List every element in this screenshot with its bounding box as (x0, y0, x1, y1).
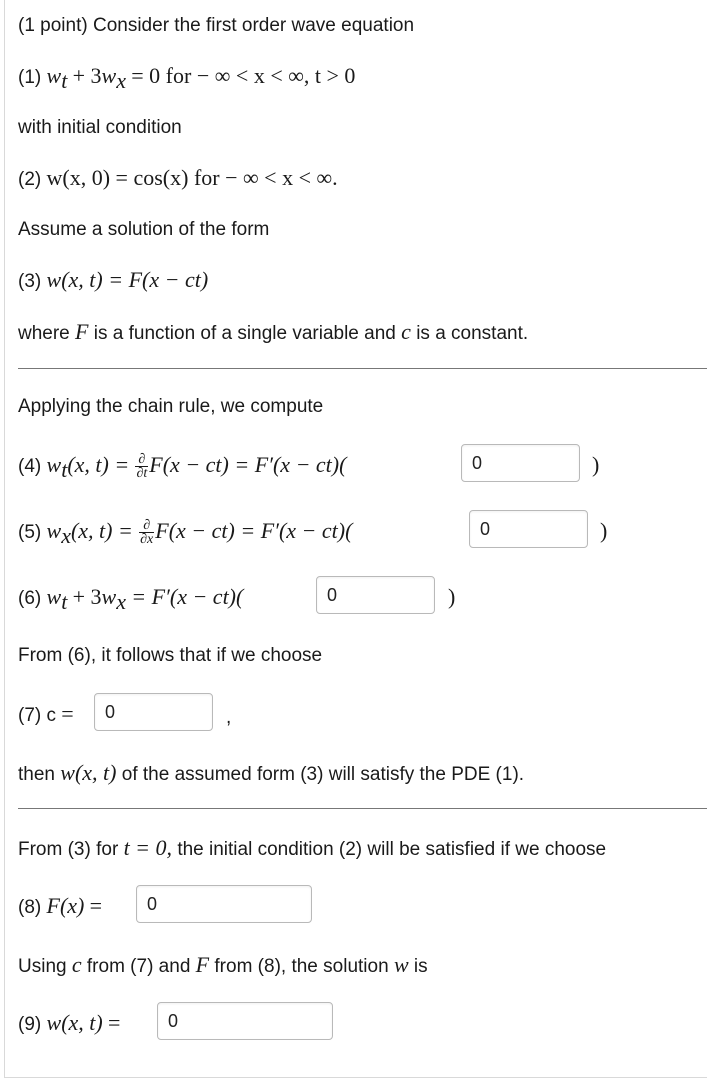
equation-5: (5) $w_x(x$, t) = $\frac{\partial}{\partial x}$ F(x − ct) = F′(x − ct)( (18, 518, 353, 548)
equation-3: (3) w(x, t) = F(x − ct) (18, 267, 209, 292)
answer-9-input[interactable] (157, 1002, 333, 1040)
assume-text: Assume a solution of the form (18, 219, 270, 240)
answer-7-input[interactable] (94, 693, 213, 731)
answer-6-input[interactable] (316, 576, 435, 614)
where-text: where F is a function of a single variable and c is a constant. (18, 319, 529, 344)
point-label: (1 point) (18, 15, 88, 36)
using-text: Using c from (7) and F from (8), the solution w is (18, 952, 428, 977)
divider (18, 368, 707, 369)
partial-x-fraction: $\frac{\partial}{\partial x}$ (140, 518, 154, 548)
partial-t-fraction: $\frac{\partial}{\partial t}$ (136, 452, 148, 482)
answer-4-input[interactable] (461, 444, 580, 482)
equation-8: (8) F(x) = (18, 893, 103, 918)
equation-9: (9) w(x, t) = (18, 1010, 121, 1035)
equation-4: (4) $w_t(x$, t) = $\frac{\partial}{\partial t}$ F(x − ct) = F′(x − ct)( (18, 452, 347, 482)
from3-text: From (3) for t = 0, the initial condition (2) will be satisfied if we choose (18, 835, 607, 860)
then-text: then w(x, t) of the assumed form (3) will satisfy the PDE (1). (18, 760, 525, 785)
problem-statement (18, 12, 414, 40)
answer-8-input[interactable] (136, 885, 312, 923)
equation-6: (6) $w_t + 3w_x = F'(x - ct)$( (18, 584, 244, 614)
equation-2: (2) w(x, 0) = cos(x) for − ∞ < x < ∞. (18, 165, 338, 190)
statement-text: Consider the first order wave equation (92, 15, 415, 36)
equation-1: (1) $w_t + 3w_x = 0$ for − ∞ < x < ∞, t > 0 (18, 63, 356, 93)
equation-7: (7) c = (18, 701, 74, 726)
answer-5-input[interactable] (469, 510, 588, 548)
applying-text: Applying the chain rule, we compute (18, 396, 324, 417)
follows-text: From (6), it follows that if we choose (18, 645, 323, 666)
with-initial-text: with initial condition (18, 117, 182, 138)
divider (18, 808, 707, 809)
